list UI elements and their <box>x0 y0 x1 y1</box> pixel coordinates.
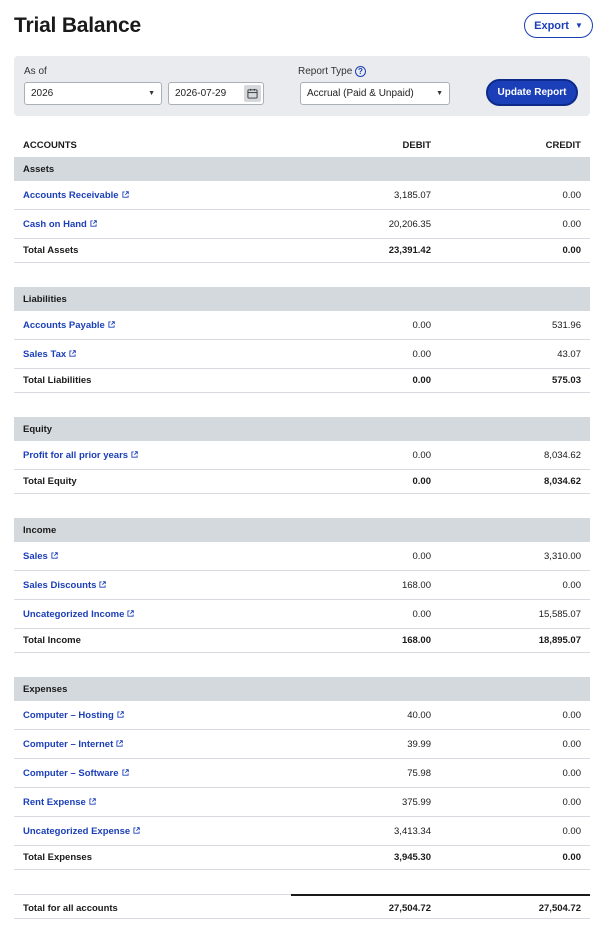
external-link-icon <box>133 827 140 834</box>
section-total-row <box>14 470 590 494</box>
report-filters <box>14 56 590 116</box>
account-name: Sales Discounts <box>23 580 97 591</box>
triangle-down-icon: ▼ <box>436 90 443 97</box>
account-link[interactable] <box>23 826 140 837</box>
section-title: Assets <box>23 164 55 175</box>
total-label: Total Income <box>23 635 81 646</box>
grand-total-debit: 27,504.72 <box>388 903 431 914</box>
section-title: Expenses <box>23 684 68 695</box>
total-debit: 3,945.30 <box>394 852 431 863</box>
section-total-row <box>14 369 590 393</box>
account-name: Accounts Receivable <box>23 190 119 201</box>
account-name: Computer – Hosting <box>23 710 114 721</box>
header-accounts: ACCOUNTS <box>23 140 77 151</box>
year-value: 2026 <box>31 88 54 99</box>
debit-value: 375.99 <box>401 797 431 808</box>
table-row <box>14 340 590 369</box>
account-name: Computer – Internet <box>23 739 114 750</box>
external-link-icon <box>122 769 129 776</box>
section-spacer <box>14 653 590 677</box>
section-header <box>14 518 590 542</box>
credit-value: 0.00 <box>562 826 581 837</box>
page-title: Trial Balance <box>14 14 141 37</box>
account-name: Uncategorized Income <box>23 609 125 620</box>
table-row <box>14 542 590 571</box>
credit-value: 0.00 <box>562 219 581 230</box>
account-name: Uncategorized Expense <box>23 826 131 837</box>
total-debit: 0.00 <box>412 375 431 386</box>
total-credit: 18,895.07 <box>538 635 581 646</box>
date-value: 2026-07-29 <box>175 88 227 99</box>
table-row <box>14 441 590 470</box>
table-row <box>14 759 590 788</box>
total-credit: 0.00 <box>562 245 581 256</box>
total-label: Total Expenses <box>23 852 92 863</box>
external-link-icon <box>116 740 123 747</box>
account-link[interactable] <box>23 320 115 331</box>
credit-value: 0.00 <box>562 190 581 201</box>
grand-total-credit: 27,504.72 <box>538 903 581 914</box>
table-row <box>14 571 590 600</box>
header-debit: DEBIT <box>402 140 431 151</box>
total-label: Total Liabilities <box>23 375 92 386</box>
table-row <box>14 311 590 340</box>
update-report-button[interactable]: Update Report <box>486 79 578 106</box>
account-name: Sales Tax <box>23 349 67 360</box>
account-link[interactable] <box>23 551 58 562</box>
account-name: Cash on Hand <box>23 219 87 230</box>
account-link[interactable] <box>23 797 96 808</box>
table-row <box>14 181 590 210</box>
calendar-icon[interactable] <box>244 85 261 102</box>
credit-value: 15,585.07 <box>538 609 581 620</box>
account-link[interactable] <box>23 739 123 750</box>
account-link[interactable] <box>23 450 138 461</box>
section-header <box>14 417 590 441</box>
total-credit: 0.00 <box>562 852 581 863</box>
report-type-value: Accrual (Paid & Unpaid) <box>307 88 414 99</box>
total-credit: 575.03 <box>551 375 581 386</box>
report-type-label: Report Type <box>298 66 353 77</box>
credit-value: 0.00 <box>562 797 581 808</box>
account-name: Rent Expense <box>23 797 86 808</box>
total-rule <box>291 894 590 896</box>
section-total-row <box>14 629 590 653</box>
table-row <box>14 817 590 846</box>
total-credit: 8,034.62 <box>544 476 581 487</box>
account-name: Accounts Payable <box>23 320 105 331</box>
caret-down-icon: ▼ <box>574 21 583 30</box>
year-select[interactable] <box>24 82 162 105</box>
credit-value: 43.07 <box>557 349 581 360</box>
external-link-icon <box>108 321 115 328</box>
account-name: Computer – Software <box>23 768 119 779</box>
credit-value: 531.96 <box>551 320 581 331</box>
external-link-icon <box>131 451 138 458</box>
credit-value: 0.00 <box>562 739 581 750</box>
external-link-icon <box>51 552 58 559</box>
external-link-icon <box>127 610 134 617</box>
question-circle-icon[interactable]: ? <box>355 66 366 77</box>
total-label: Total Assets <box>23 245 79 256</box>
account-link[interactable] <box>23 349 76 360</box>
table-body <box>14 157 590 894</box>
account-link[interactable] <box>23 609 134 620</box>
account-name: Sales <box>23 551 48 562</box>
debit-value: 0.00 <box>412 349 431 360</box>
debit-value: 40.00 <box>407 710 431 721</box>
total-debit: 23,391.42 <box>388 245 431 256</box>
account-link[interactable] <box>23 580 106 591</box>
external-link-icon <box>99 581 106 588</box>
total-debit: 0.00 <box>412 476 431 487</box>
credit-value: 0.00 <box>562 710 581 721</box>
debit-value: 39.99 <box>407 739 431 750</box>
table-row <box>14 701 590 730</box>
grand-total-row <box>14 894 590 919</box>
debit-value: 75.98 <box>407 768 431 779</box>
section-spacer <box>14 494 590 518</box>
account-name: Profit for all prior years <box>23 450 129 461</box>
section-title: Equity <box>23 424 53 435</box>
total-debit: 168.00 <box>401 635 431 646</box>
debit-value: 20,206.35 <box>388 219 431 230</box>
credit-value: 3,310.00 <box>544 551 581 562</box>
date-input[interactable] <box>168 82 264 105</box>
export-button[interactable] <box>524 13 593 38</box>
total-label: Total Equity <box>23 476 77 487</box>
debit-value: 0.00 <box>412 320 431 331</box>
table-row <box>14 730 590 759</box>
external-link-icon <box>89 798 96 805</box>
account-link[interactable] <box>23 768 129 779</box>
section-spacer <box>14 870 590 894</box>
credit-value: 8,034.62 <box>544 450 581 461</box>
triangle-down-icon: ▼ <box>148 90 155 97</box>
trial-balance-table <box>14 133 590 919</box>
grand-total-label: Total for all accounts <box>23 903 118 914</box>
account-link[interactable] <box>23 219 97 230</box>
debit-value: 3,185.07 <box>394 190 431 201</box>
as-of-label: As of <box>24 66 47 77</box>
debit-value: 168.00 <box>401 580 431 591</box>
account-link[interactable] <box>23 710 124 721</box>
section-title: Income <box>23 525 57 536</box>
credit-value: 0.00 <box>562 580 581 591</box>
table-header <box>14 133 590 157</box>
section-spacer <box>14 263 590 287</box>
debit-value: 3,413.34 <box>394 826 431 837</box>
external-link-icon <box>122 191 129 198</box>
section-total-row <box>14 239 590 263</box>
section-title: Liabilities <box>23 294 67 305</box>
section-header <box>14 287 590 311</box>
table-row <box>14 600 590 629</box>
debit-value: 0.00 <box>412 551 431 562</box>
report-type-select[interactable] <box>300 82 450 105</box>
debit-value: 0.00 <box>412 450 431 461</box>
section-total-row <box>14 846 590 870</box>
credit-value: 0.00 <box>562 768 581 779</box>
external-link-icon <box>69 350 76 357</box>
header-credit: CREDIT <box>545 140 581 151</box>
section-header <box>14 157 590 181</box>
table-row <box>14 210 590 239</box>
account-link[interactable] <box>23 190 129 201</box>
debit-value: 0.00 <box>412 609 431 620</box>
table-row <box>14 788 590 817</box>
export-label: Export <box>534 19 569 32</box>
section-header <box>14 677 590 701</box>
external-link-icon <box>117 711 124 718</box>
section-spacer <box>14 393 590 417</box>
external-link-icon <box>90 220 97 227</box>
